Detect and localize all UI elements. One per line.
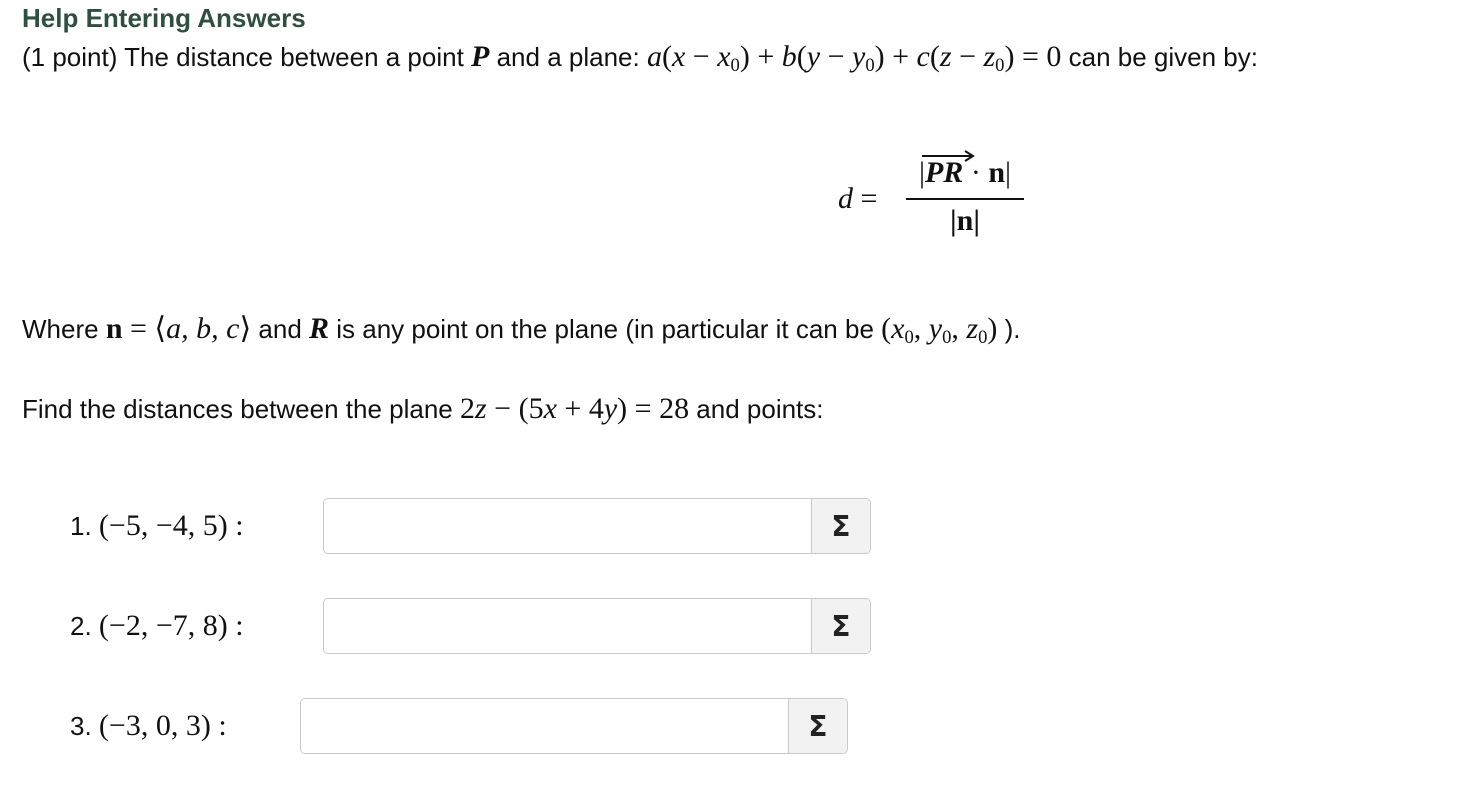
problem-statement [22, 40, 1258, 77]
question-2-point: (−2, −7, 8) [98, 609, 228, 642]
plane-text: and a plane: [489, 42, 647, 72]
help-entering-answers-link[interactable]: Help Entering Answers [22, 3, 306, 33]
question-1-equation-editor-button[interactable] [811, 499, 870, 553]
question-2-equation-editor-button[interactable] [811, 599, 870, 653]
question-3-point: (−3, 0, 3) [98, 709, 211, 742]
formula-numerator: |PR · n| [918, 156, 1012, 189]
where-explanation: Where n = ⟨a, b, c⟩ and R is any point on the plane (in particular it can be ($x_0$, $y_0$, $z_0$) ). [22, 312, 1021, 349]
question-3-answer-input[interactable] [301, 699, 788, 753]
question-1-point: (−5, −4, 5) [98, 509, 228, 542]
question-3-equation-editor-button[interactable] [788, 699, 847, 753]
question-3-answer-box [300, 698, 848, 754]
point-p-symbol: P [471, 40, 490, 73]
fraction-bar [906, 198, 1024, 200]
question-3-label: 3. (−3, 0, 3) : [70, 709, 227, 742]
question-2-answer-input[interactable] [324, 599, 811, 653]
given-by-text: can be given by: [1061, 42, 1258, 72]
point-on-plane: ($x_0$, $y_0$, $z_0$) [881, 312, 998, 349]
formula-denominator: |n| [950, 204, 980, 237]
sigma-icon: Σ [831, 609, 851, 643]
question-2-label: 2. (−2, −7, 8) : [70, 609, 244, 642]
question-1-answer-input[interactable] [324, 499, 811, 553]
question-1-answer-box [323, 498, 871, 554]
given-plane-equation: 2z − (5x + 4y) = 28 [459, 392, 690, 425]
problem-intro-text: (1 point) The distance between a point [22, 42, 472, 72]
plane-equation: $a(x - x_0) + b(y - y_0) + c(z - z_0) = 0$ [646, 40, 1062, 77]
formula-lhs: d = [838, 182, 878, 215]
sigma-icon: Σ [831, 509, 851, 543]
question-2-answer-box [323, 598, 871, 654]
question-1-label: 1. (−5, −4, 5) : [70, 509, 244, 542]
sigma-icon: Σ [808, 709, 828, 743]
find-distances-instruction: Find the distances between the plane 2z − (5x + 4y) = 28 and points: [22, 392, 824, 425]
